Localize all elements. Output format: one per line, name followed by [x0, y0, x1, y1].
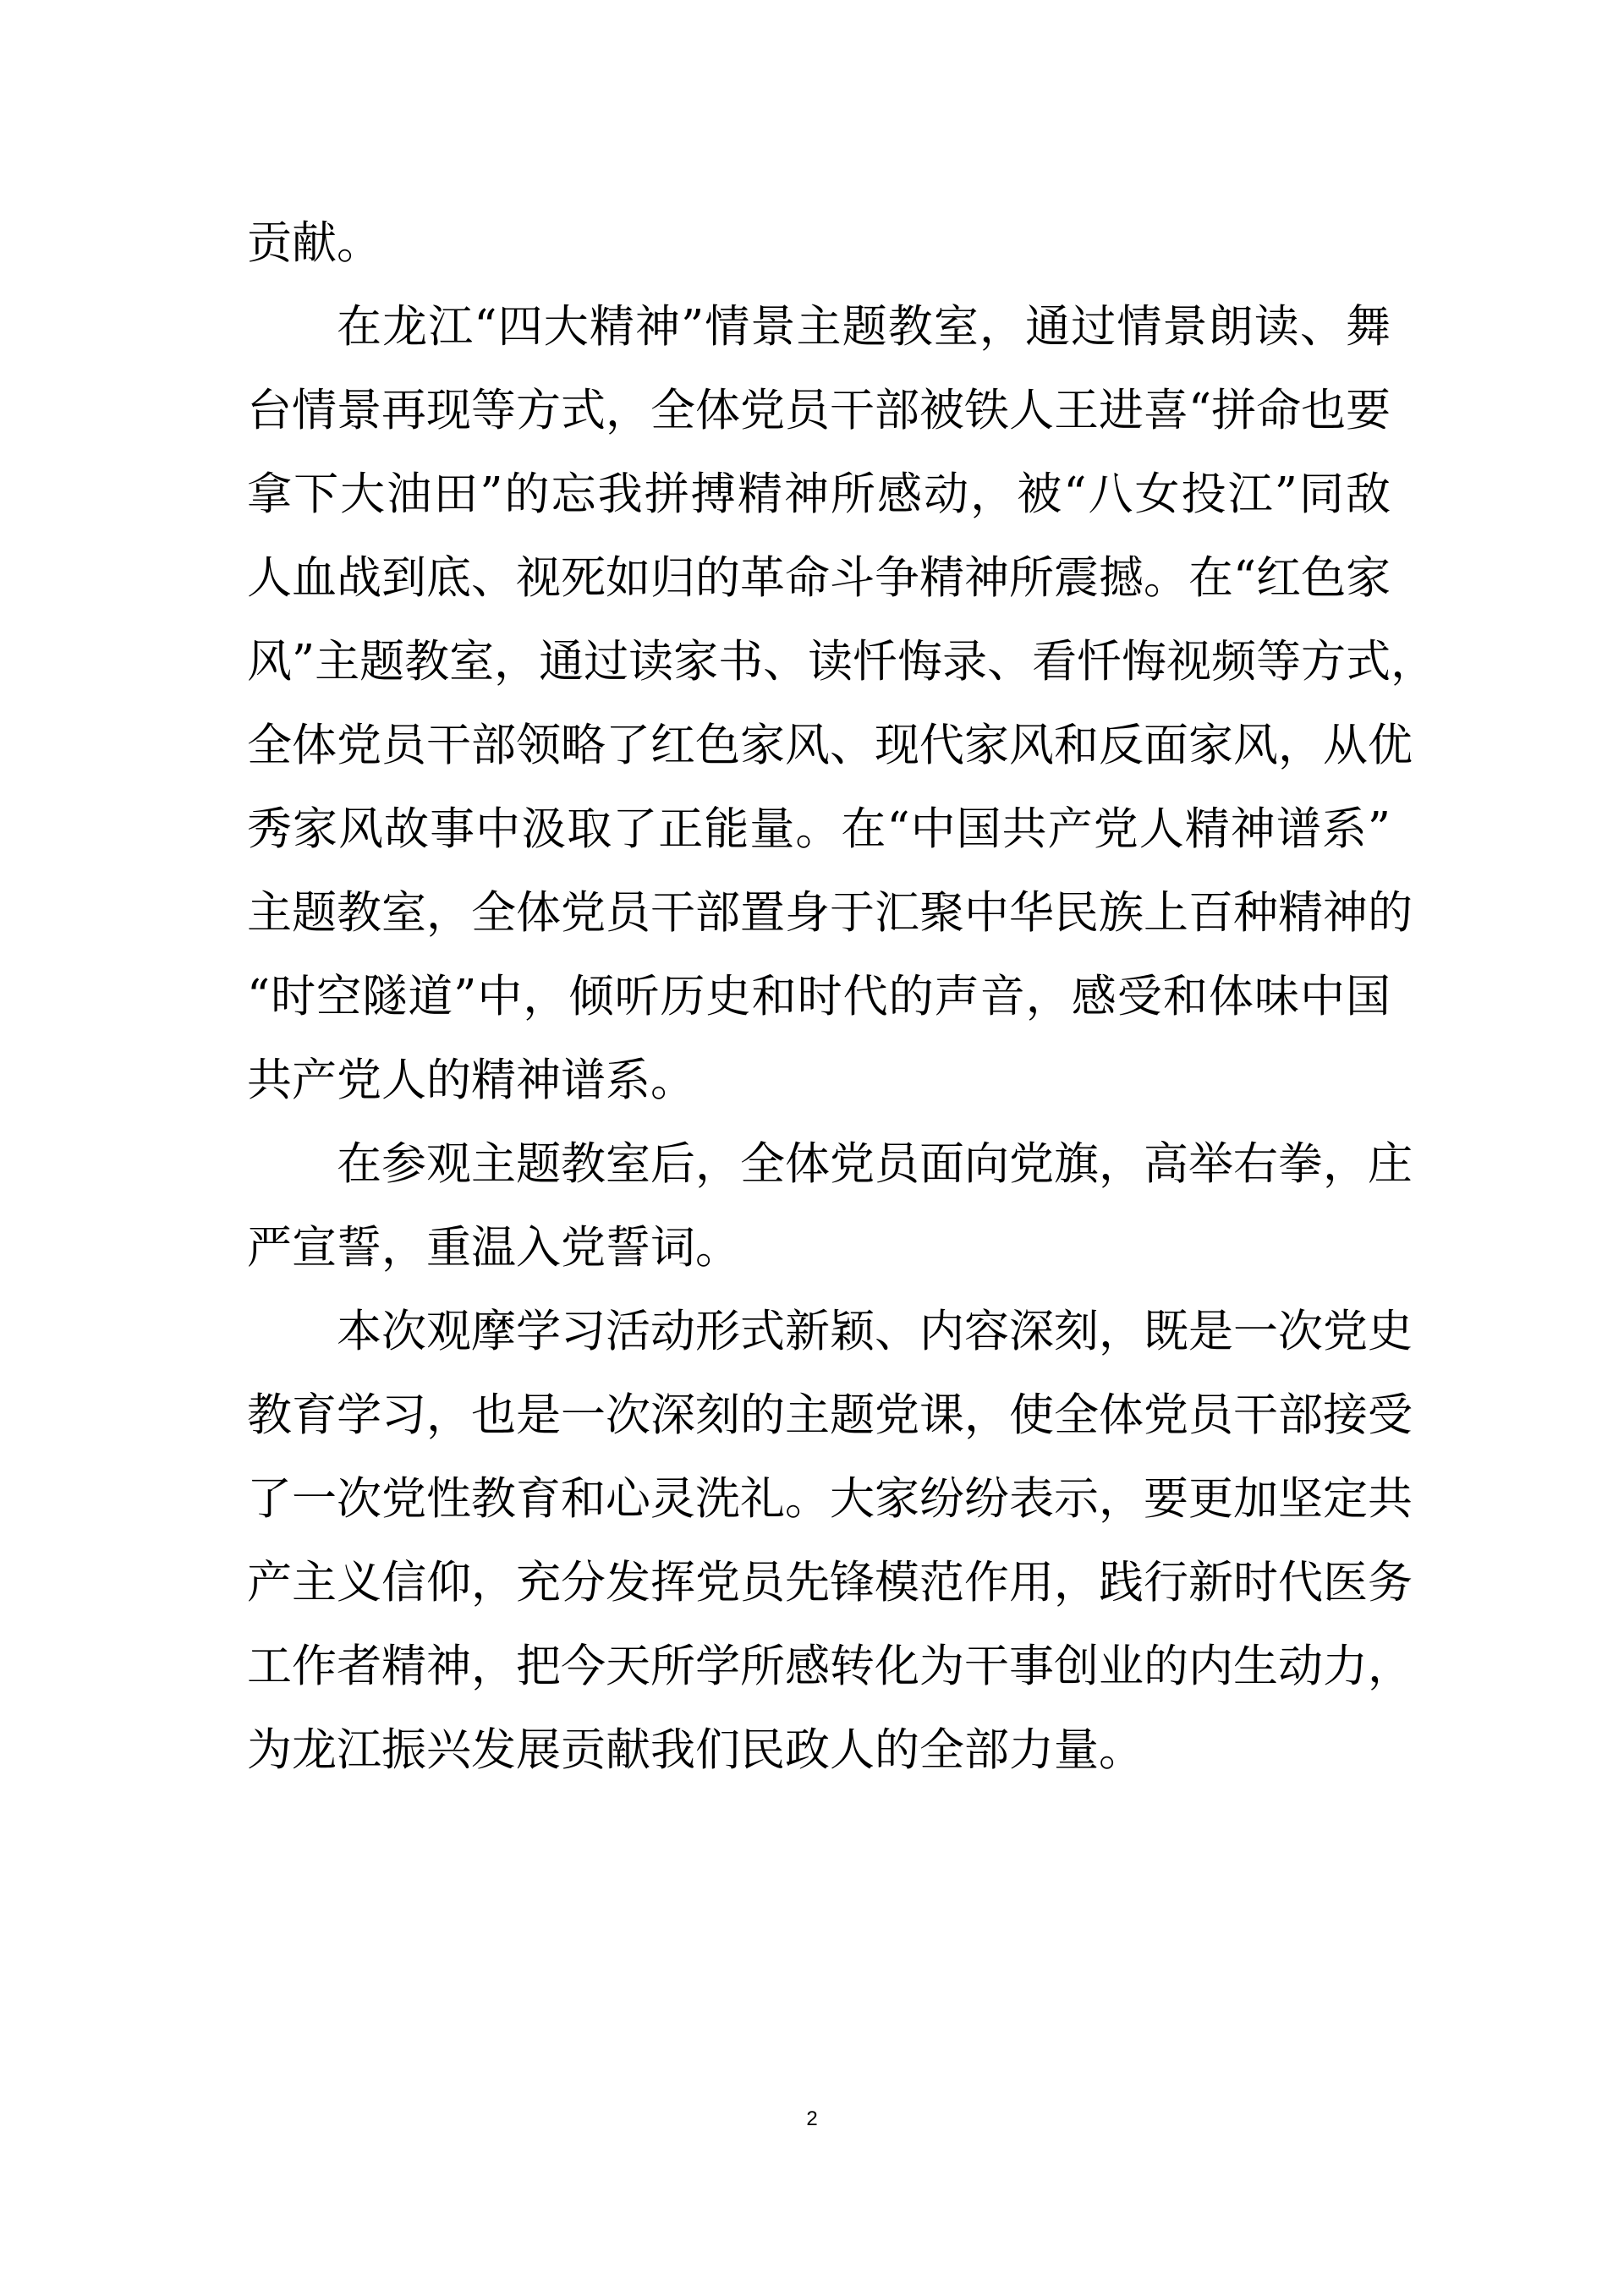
body-text: [247, 201, 1436, 1792]
paragraph-line: 本次观摩学习活动形式新颖、内容深刻，既是一次党史: [337, 1306, 1413, 1357]
paragraph-line: 贡献。: [247, 217, 381, 269]
paragraph-line: 在龙江“四大精神”情景主题教室，通过情景朗读、舞: [337, 301, 1391, 353]
paragraph-line: 为龙江振兴发展贡献我们民政人的全部力量。: [247, 1724, 1144, 1776]
paragraph-line: “时空隧道”中，倾听历史和时代的声音，感受和体味中国: [247, 971, 1391, 1022]
paragraph-line: 全体党员干部领略了红色家风、现代家风和反面家风，从优: [247, 720, 1413, 771]
paragraph-line: 共产党人的精神谱系。: [247, 1055, 695, 1106]
paragraph-line: 台情景再现等方式，全体党员干部被铁人王进喜“拼命也要: [247, 385, 1391, 436]
paragraph-line: 工作者精神，把今天所学所感转化为干事创业的内生动力，: [247, 1641, 1413, 1692]
paragraph-line: 产主义信仰，充分发挥党员先锋模范作用，践行新时代医务: [247, 1557, 1413, 1608]
paragraph-line: 了一次党性教育和心灵洗礼。大家纷纷表示，要更加坚定共: [247, 1473, 1413, 1525]
paragraph-line: 在参观主题教室后，全体党员面向党旗，高举右拳，庄: [337, 1138, 1413, 1190]
page-number: 2: [806, 2107, 818, 2130]
paragraph-line: 秀家风故事中汲取了正能量。在“中国共产党人精神谱系”: [247, 803, 1391, 855]
paragraph-line: 教育学习，也是一次深刻的主题党课，使全体党员干部接受: [247, 1389, 1413, 1441]
paragraph-line: 主题教室，全体党员干部置身于汇聚中华民族上百种精神的: [247, 887, 1413, 939]
paragraph-line: 人血战到底、视死如归的革命斗争精神所震撼。在“红色家: [247, 552, 1391, 604]
paragraph-line: 风”主题教室，通过读家书、读忏悔录、看忏悔视频等方式，: [247, 636, 1436, 688]
paragraph-line: 严宣誓，重温入党誓词。: [247, 1222, 740, 1274]
paragraph-line: 拿下大油田”的忘我拼搏精神所感动，被“八女投江”同敌: [247, 469, 1391, 520]
